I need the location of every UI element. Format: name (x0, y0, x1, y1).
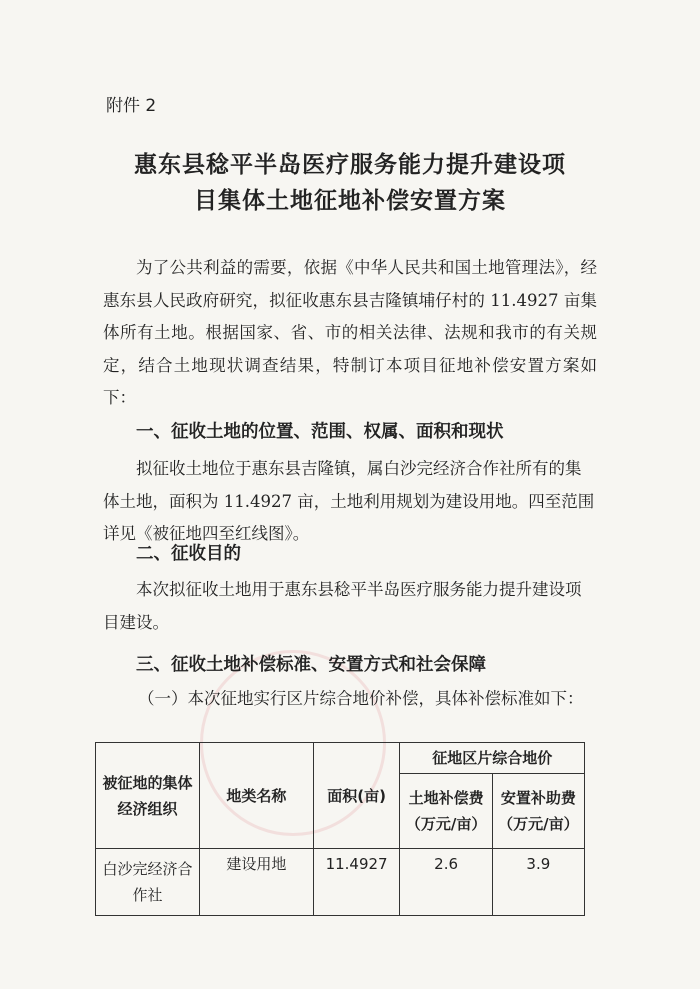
section3-text: （一）本次征地实行区片综合地价补偿，具体补偿标准如下： (137, 689, 584, 708)
table-header-row (96, 743, 585, 774)
header-land-compensation: 土地补偿费（万元/亩） (400, 774, 492, 849)
section3-heading: 三、征收土地补偿标准、安置方式和社会保障 (136, 655, 486, 675)
section1-heading: 一、征收土地的位置、范围、权属、面积和现状 (136, 422, 504, 442)
section1-text: 拟征收土地位于惠东县吉隆镇，属白沙完经济合作社所有的集体土地，面积为 11.4927 亩，土地利用规划为建设用地。四至范围详见《被征地四至红线图》。 (103, 459, 595, 544)
document-title-line2: 目集体土地征地补偿安置方案 (194, 188, 506, 214)
intro-paragraph: 为了公共利益的需要，依据《中华人民共和国土地管理法》，经惠东县人民政府研究，拟征收惠东县吉隆镇埔仔村的 11.4927 亩集体所有土地。根据国家、省、市的相关法律、法规和我市的有关规定，结合土地现状调查结果，特制订本项目征地补偿安置方案如下： (103, 258, 597, 408)
header-collective-org: 被征地的集体经济组织 (96, 743, 200, 849)
cell-land-type: 建设用地 (199, 849, 313, 916)
header-zone-price: 征地区片综合地价 (400, 743, 585, 774)
cell-resettle: 3.9 (492, 849, 584, 916)
attachment-label: 附件 2 (106, 96, 157, 116)
table-row (96, 849, 585, 916)
section2-text: 本次拟征收土地用于惠东县稔平半岛医疗服务能力提升建设项目建设。 (103, 580, 582, 632)
section2-heading: 二、征收目的 (136, 544, 241, 564)
cell-org: 白沙完经济合作社 (96, 849, 200, 916)
header-resettlement-subsidy: 安置补助费（万元/亩） (492, 774, 584, 849)
cell-area: 11.4927 (313, 849, 400, 916)
compensation-table (95, 742, 585, 916)
document-title-line1: 惠东县稔平半岛医疗服务能力提升建设项 (134, 152, 566, 178)
cell-land-comp: 2.6 (400, 849, 492, 916)
header-land-type: 地类名称 (199, 743, 313, 849)
header-area: 面积(亩) (313, 743, 400, 849)
